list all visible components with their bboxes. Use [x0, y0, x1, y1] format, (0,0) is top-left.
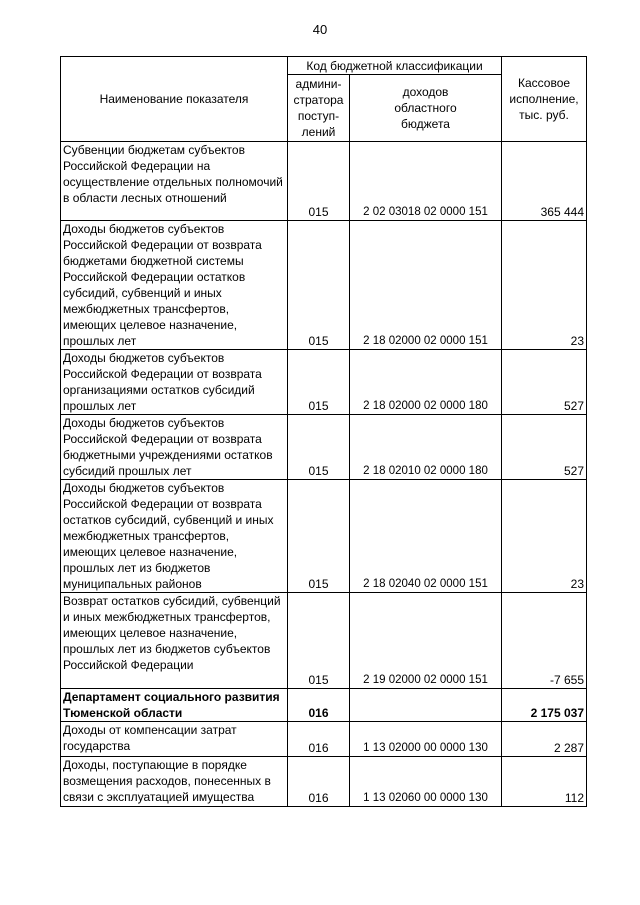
budget-table — [60, 56, 587, 807]
row-amount: 2 175 037 — [502, 689, 587, 722]
table-header — [61, 57, 587, 142]
table-row — [61, 722, 587, 757]
row-amount: 2 287 — [502, 722, 587, 757]
row-budget-code: 1 13 02000 00 0000 130 — [350, 722, 502, 757]
row-name: Доходы бюджетов субъектов Российской Федерации от возврата остатков субсидий, субвенций и иных межбюджетных трансфертов, имеющих целевое назначение, прошлых лет из бюджетов муниципальных районов — [61, 480, 288, 593]
row-amount: 527 — [502, 350, 587, 415]
row-name: Субвенции бюджетам субъектов Российской Федерации на осуществление отдельных полномочий в области лесных отношений — [61, 142, 288, 221]
row-admin-code: 016 — [288, 757, 350, 807]
table-body — [61, 142, 587, 807]
row-admin-code: 015 — [288, 350, 350, 415]
row-budget-code: 1 13 02060 00 0000 130 — [350, 757, 502, 807]
row-name: Возврат остатков субсидий, субвенций и иных межбюджетных трансфертов, имеющих целевое назначение, прошлых лет из бюджетов субъектов Российской Федерации — [61, 593, 288, 689]
row-amount: 23 — [502, 480, 587, 593]
row-name: Доходы бюджетов субъектов Российской Федерации от возврата организациями остатков субсидий прошлых лет — [61, 350, 288, 415]
row-budget-code: 2 18 02000 02 0000 180 — [350, 350, 502, 415]
table-row-department — [61, 689, 587, 722]
table-row — [61, 142, 587, 221]
header-name: Наименование показателя — [61, 57, 288, 142]
table-row — [61, 350, 587, 415]
table-row — [61, 480, 587, 593]
row-budget-code: 2 18 02010 02 0000 180 — [350, 415, 502, 480]
row-admin-code: 016 — [288, 689, 350, 722]
row-budget-code: 2 18 02040 02 0000 151 — [350, 480, 502, 593]
table-row — [61, 221, 587, 350]
row-amount: -7 655 — [502, 593, 587, 689]
row-amount: 527 — [502, 415, 587, 480]
header-amount: Кассовое исполнение, тыс. руб. — [502, 57, 587, 142]
row-name: Доходы бюджетов субъектов Российской Федерации от возврата бюджетными учреждениями остатков субсидий прошлых лет — [61, 415, 288, 480]
row-admin-code: 015 — [288, 142, 350, 221]
row-amount: 112 — [502, 757, 587, 807]
row-budget-code: 2 02 03018 02 0000 151 — [350, 142, 502, 221]
row-admin-code: 015 — [288, 480, 350, 593]
row-budget-code: 2 18 02000 02 0000 151 — [350, 221, 502, 350]
header-code-group: Код бюджетной классификации — [288, 57, 502, 75]
row-name: Департамент социального развития Тюменской области — [61, 689, 288, 722]
table-row — [61, 415, 587, 480]
table-row — [61, 593, 587, 689]
row-amount: 365 444 — [502, 142, 587, 221]
row-admin-code: 015 — [288, 593, 350, 689]
row-name: Доходы бюджетов субъектов Российской Федерации от возврата бюджетами бюджетной системы Российской Федерации остатков субсидий, субвенций и иных межбюджетных трансфертов, имеющих целевое назначение, прошлых лет — [61, 221, 288, 350]
row-admin-code: 015 — [288, 221, 350, 350]
row-name: Доходы, поступающие в порядке возмещения расходов, понесенных в связи с эксплуатацией имущества — [61, 757, 288, 807]
row-admin-code: 016 — [288, 722, 350, 757]
row-admin-code: 015 — [288, 415, 350, 480]
row-name: Доходы от компенсации затрат государства — [61, 722, 288, 757]
row-budget-code: 2 19 02000 02 0000 151 — [350, 593, 502, 689]
row-amount: 23 — [502, 221, 587, 350]
row-budget-code — [350, 689, 502, 722]
page-number: 40 — [312, 22, 328, 37]
header-admin: админи- стратора поступ- лений — [288, 75, 350, 142]
header-revenue: доходов областного бюджета — [350, 75, 502, 142]
table-row — [61, 757, 587, 807]
